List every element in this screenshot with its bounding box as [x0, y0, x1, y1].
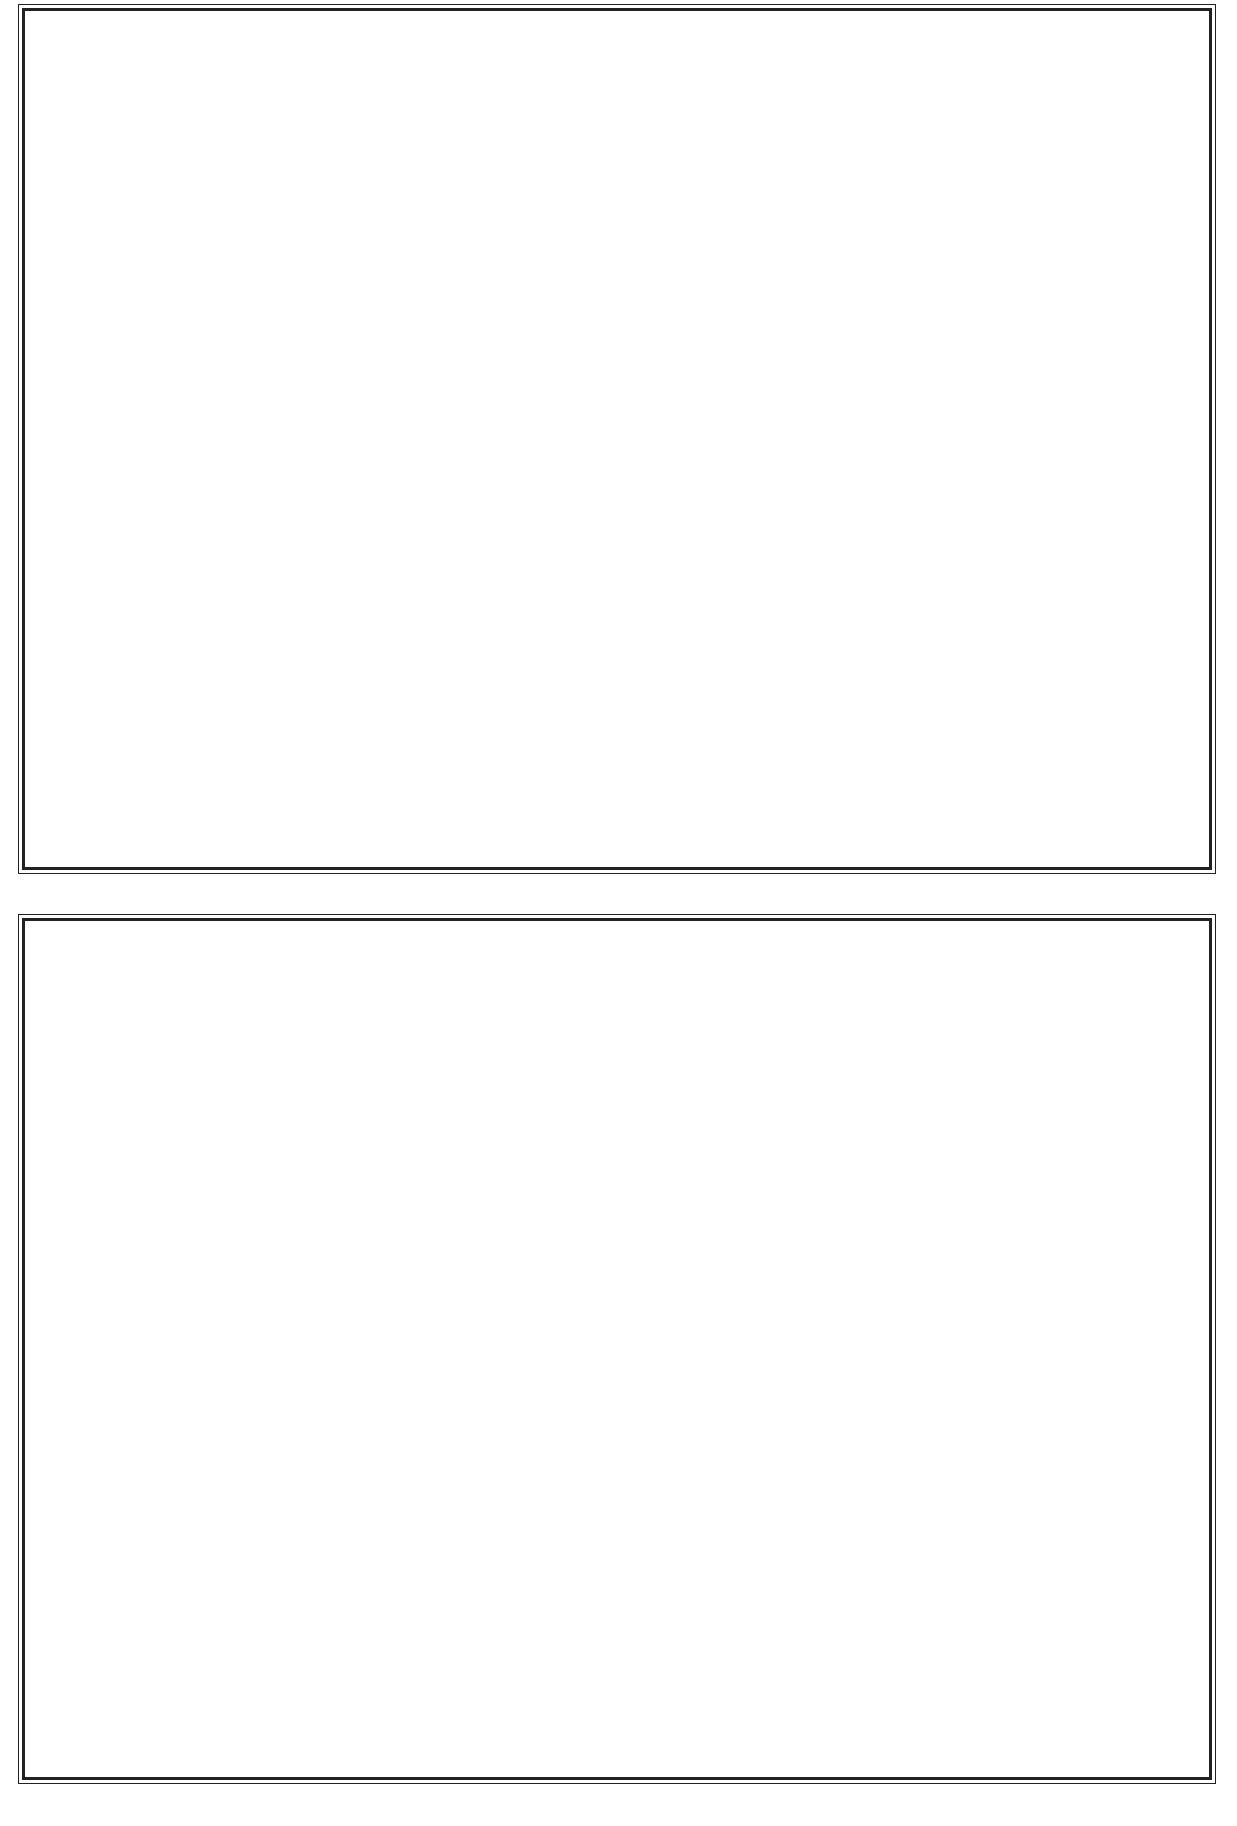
bottom-page-columns: [25, 921, 1209, 1777]
bottom-page: [22, 918, 1212, 1780]
top-page-columns: [25, 11, 1209, 867]
top-page: [22, 8, 1212, 870]
